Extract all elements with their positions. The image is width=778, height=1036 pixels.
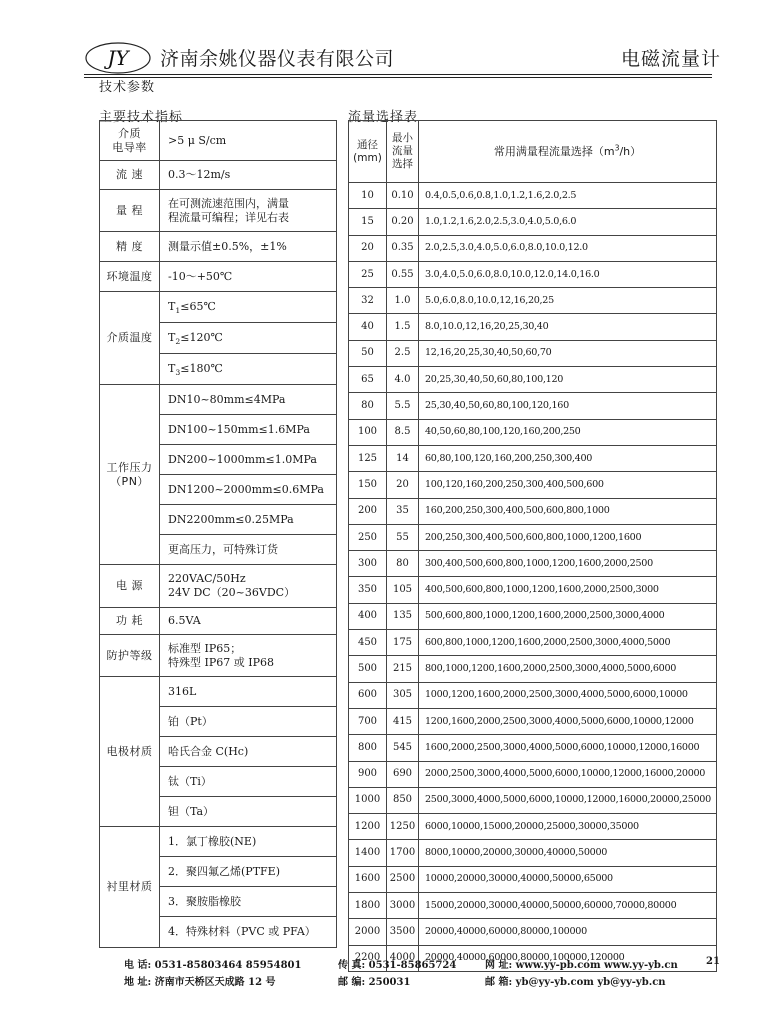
- cell-range: 25,30,40,50,60,80,100,120,160: [419, 393, 717, 419]
- flow-row: [349, 498, 717, 524]
- cell-range: 1000,1200,1600,2000,2500,3000,4000,5000,6000,10000: [419, 682, 717, 708]
- spec-value: DN1200~2000mm≤0.6MPa: [160, 475, 337, 505]
- spec-row-velocity: [100, 161, 337, 190]
- spec-value: DN2200mm≤0.25MPa: [160, 505, 337, 535]
- spec-row-range: [100, 190, 337, 232]
- spec-value: 更高压力，可特殊订货: [160, 535, 337, 565]
- cell-range: 200,250,300,400,500,600,800,1000,1200,1600: [419, 524, 717, 550]
- spec-value: 钛（Ti）: [160, 767, 337, 797]
- spec-label: 精 度: [100, 232, 160, 262]
- cell-dn: 80: [349, 393, 387, 419]
- cell-range: 0.4,0.5,0.6,0.8,1.0,1.2,1.6,2.0,2.5: [419, 183, 717, 209]
- cell-dn: 2200: [349, 945, 387, 971]
- cell-range: 600,800,1000,1200,1600,2000,2500,3000,4000,5000: [419, 630, 717, 656]
- cell-dn: 2000: [349, 919, 387, 945]
- product-name: 电磁流量计: [621, 48, 722, 70]
- footer-fax: 传 真: 0531-85865724: [338, 960, 457, 971]
- cell-dn: 25: [349, 261, 387, 287]
- spec-label: 衬里材质: [100, 827, 160, 948]
- cell-dn: 350: [349, 577, 387, 603]
- cell-dn: 900: [349, 761, 387, 787]
- flow-header-row: [349, 121, 717, 183]
- cell-dn: 125: [349, 445, 387, 471]
- spec-label: 流 速: [100, 161, 160, 190]
- cell-min-flow: 3500: [387, 919, 419, 945]
- flow-row: [349, 919, 717, 945]
- spec-table: [99, 120, 337, 948]
- flow-selection-table: [348, 120, 717, 972]
- cell-dn: 10: [349, 183, 387, 209]
- spec-row-ambient: [100, 262, 337, 292]
- cell-min-flow: 545: [387, 735, 419, 761]
- flow-row: [349, 866, 717, 892]
- cell-range: 2.0,2.5,3.0,4.0,5.0,6.0,8.0,10.0,12.0: [419, 235, 717, 261]
- cell-range: 2000,2500,3000,4000,5000,6000,10000,12000,16000,20000: [419, 761, 717, 787]
- flow-row: [349, 603, 717, 629]
- logo-text: JY: [107, 46, 129, 70]
- cell-min-flow: 80: [387, 551, 419, 577]
- cell-min-flow: 850: [387, 787, 419, 813]
- cell-min-flow: 0.55: [387, 261, 419, 287]
- cell-dn: 250: [349, 524, 387, 550]
- cell-dn: 600: [349, 682, 387, 708]
- spec-value: $T_2\le 120℃$: [160, 323, 337, 354]
- cell-min-flow: 215: [387, 656, 419, 682]
- footer-email: 邮 箱: yb@yy-yb.com yb@yy-yb.cn: [485, 977, 666, 988]
- spec-value: 标准型 IP65； 特殊型 IP67 或 IP68: [160, 635, 337, 677]
- flow-row: [349, 419, 717, 445]
- spec-value: 1．氯丁橡胶(NE): [160, 827, 337, 857]
- flow-row: [349, 787, 717, 813]
- spec-value: 2．聚四氟乙烯(PTFE): [160, 857, 337, 887]
- cell-min-flow: 14: [387, 445, 419, 471]
- cell-dn: 500: [349, 656, 387, 682]
- header-range: 常用满量程流量选择$(m^3/h)$: [419, 121, 717, 183]
- flow-table-body: [349, 183, 717, 972]
- cell-range: 10000,20000,30000,40000,50000,65000: [419, 866, 717, 892]
- flow-row: [349, 814, 717, 840]
- cell-min-flow: 1700: [387, 840, 419, 866]
- spec-row-medium-temp: [100, 292, 337, 323]
- flow-row: [349, 393, 717, 419]
- page-number: 21: [706, 956, 720, 967]
- cell-min-flow: 55: [387, 524, 419, 550]
- spec-row-conductivity: [100, 121, 337, 161]
- spec-row-power: [100, 565, 337, 608]
- cell-min-flow: 0.10: [387, 183, 419, 209]
- cell-range: 1.0,1.2,1.6,2.0,2.5,3.0,4.0,5.0,6.0: [419, 209, 717, 235]
- flow-row: [349, 761, 717, 787]
- flow-row: [349, 840, 717, 866]
- spec-value: DN100~150mm≤1.6MPa: [160, 415, 337, 445]
- cell-min-flow: 1.5: [387, 314, 419, 340]
- header-min-flow: 最小 流量 选择: [387, 121, 419, 183]
- company-name: 济南余姚仪器仪表有限公司: [160, 48, 395, 70]
- spec-value: 哈氏合金 C(Hc): [160, 737, 337, 767]
- cell-range: 400,500,600,800,1000,1200,1600,2000,2500,3000: [419, 577, 717, 603]
- spec-label: 防护等级: [100, 635, 160, 677]
- cell-dn: 700: [349, 708, 387, 734]
- spec-label: 环境温度: [100, 262, 160, 292]
- flow-row: [349, 708, 717, 734]
- cell-range: 5.0,6.0,8.0,10.0,12,16,20,25: [419, 288, 717, 314]
- cell-min-flow: 35: [387, 498, 419, 524]
- cell-dn: 1800: [349, 893, 387, 919]
- cell-min-flow: 415: [387, 708, 419, 734]
- spec-value: DN10~80mm≤4MPa: [160, 385, 337, 415]
- flow-row: [349, 367, 717, 393]
- spec-value: $T_1\le 65℃$: [160, 292, 337, 323]
- spec-value: $T_3\le 180℃$: [160, 354, 337, 385]
- spec-row-protection: [100, 635, 337, 677]
- spec-value: 316L: [160, 677, 337, 707]
- flow-row: [349, 682, 717, 708]
- cell-dn: 1400: [349, 840, 387, 866]
- spec-label: 功 耗: [100, 608, 160, 635]
- footer-website: 网 址: www.yy-pb.com www.yy-yb.cn: [485, 960, 678, 971]
- cell-min-flow: 175: [387, 630, 419, 656]
- cell-range: 100,120,160,200,250,300,400,500,600: [419, 472, 717, 498]
- spec-row-accuracy: [100, 232, 337, 262]
- flow-row: [349, 183, 717, 209]
- flow-row: [349, 340, 717, 366]
- cell-dn: 1200: [349, 814, 387, 840]
- cell-dn: 800: [349, 735, 387, 761]
- flow-row: [349, 524, 717, 550]
- cell-dn: 32: [349, 288, 387, 314]
- cell-range: 60,80,100,120,160,200,250,300,400: [419, 445, 717, 471]
- cell-min-flow: 0.35: [387, 235, 419, 261]
- spec-row-consumption: [100, 608, 337, 635]
- footer-phone: 电 话: 0531-85803464 85954801: [124, 960, 302, 971]
- flow-caption: 流量选择表: [348, 110, 419, 125]
- spec-value: 测量示值±0.5%，±1%: [160, 232, 337, 262]
- cell-range: 500,600,800,1000,1200,1600,2000,2500,3000,4000: [419, 603, 717, 629]
- flow-row: [349, 551, 717, 577]
- flow-row: [349, 735, 717, 761]
- cell-dn: 20: [349, 235, 387, 261]
- cell-range: 20,25,30,40,50,60,80,100,120: [419, 367, 717, 393]
- spec-label: 介质 电导率: [100, 121, 160, 161]
- cell-dn: 200: [349, 498, 387, 524]
- cell-dn: 450: [349, 630, 387, 656]
- header-rule-thin: [84, 77, 712, 78]
- spec-label: 工作压力 （PN）: [100, 385, 160, 565]
- flow-row: [349, 630, 717, 656]
- cell-min-flow: 8.5: [387, 419, 419, 445]
- flow-row: [349, 235, 717, 261]
- spec-value: 钽（Ta）: [160, 797, 337, 827]
- cell-range: 20000,40000,60000,80000,100000,120000: [419, 945, 717, 971]
- cell-min-flow: 690: [387, 761, 419, 787]
- spec-label: 介质温度: [100, 292, 160, 385]
- spec-value: 铂（Pt）: [160, 707, 337, 737]
- cell-min-flow: 1.0: [387, 288, 419, 314]
- cell-min-flow: 2500: [387, 866, 419, 892]
- cell-range: 300,400,500,600,800,1000,1200,1600,2000,2500: [419, 551, 717, 577]
- header-rule: [84, 74, 712, 75]
- cell-dn: 50: [349, 340, 387, 366]
- cell-min-flow: 305: [387, 682, 419, 708]
- cell-range: 1600,2000,2500,3000,4000,5000,6000,10000,12000,16000: [419, 735, 717, 761]
- cell-dn: 400: [349, 603, 387, 629]
- cell-min-flow: 135: [387, 603, 419, 629]
- flow-row: [349, 893, 717, 919]
- spec-value: DN200~1000mm≤1.0MPa: [160, 445, 337, 475]
- cell-range: 1200,1600,2000,2500,3000,4000,5000,6000,10000,12000: [419, 708, 717, 734]
- cell-range: 8000,10000,20000,30000,40000,50000: [419, 840, 717, 866]
- spec-value: 220VAC/50Hz 24V DC（20~36VDC）: [160, 565, 337, 608]
- cell-dn: 300: [349, 551, 387, 577]
- flow-row: [349, 577, 717, 603]
- cell-range: 8.0,10.0,12,16,20,25,30,40: [419, 314, 717, 340]
- cell-min-flow: 105: [387, 577, 419, 603]
- cell-dn: 65: [349, 367, 387, 393]
- spec-value: -10～+50℃: [160, 262, 337, 292]
- cell-dn: 40: [349, 314, 387, 340]
- flow-row: [349, 656, 717, 682]
- cell-dn: 15: [349, 209, 387, 235]
- flow-row: [349, 288, 717, 314]
- cell-range: 40,50,60,80,100,120,160,200,250: [419, 419, 717, 445]
- cell-min-flow: 5.5: [387, 393, 419, 419]
- cell-dn: 1000: [349, 787, 387, 813]
- spec-label: 电极材质: [100, 677, 160, 827]
- cell-range: 3.0,4.0,5.0,6.0,8.0,10.0,12.0,14.0,16.0: [419, 261, 717, 287]
- footer-postcode: 邮 编: 250031: [338, 977, 411, 988]
- spec-value: 4．特殊材料（PVC 或 PFA）: [160, 917, 337, 948]
- cell-min-flow: 0.20: [387, 209, 419, 235]
- cell-min-flow: 4000: [387, 945, 419, 971]
- spec-label: 量 程: [100, 190, 160, 232]
- flow-row: [349, 445, 717, 471]
- spec-value: 3．聚胺脂橡胶: [160, 887, 337, 917]
- cell-range: 12,16,20,25,30,40,50,60,70: [419, 340, 717, 366]
- spec-value: 0.3～12m/s: [160, 161, 337, 190]
- spec-value: 6.5VA: [160, 608, 337, 635]
- spec-value: 在可测流速范围内，满量 程流量可编程；详见右表: [160, 190, 337, 232]
- cell-dn: 150: [349, 472, 387, 498]
- cell-min-flow: 20: [387, 472, 419, 498]
- flow-row: [349, 472, 717, 498]
- spec-row-electrode: [100, 677, 337, 707]
- header-dn: 通径 (mm): [349, 121, 387, 183]
- cell-min-flow: 3000: [387, 893, 419, 919]
- cell-min-flow: 2.5: [387, 340, 419, 366]
- flow-row: [349, 209, 717, 235]
- spec-value: >5 μ S/cm: [160, 121, 337, 161]
- cell-min-flow: 4.0: [387, 367, 419, 393]
- cell-dn: 100: [349, 419, 387, 445]
- cell-range: 20000,40000,60000,80000,100000: [419, 919, 717, 945]
- section-title: 技术参数: [99, 80, 156, 95]
- flow-row: [349, 261, 717, 287]
- spec-label: 电 源: [100, 565, 160, 608]
- cell-min-flow: 1250: [387, 814, 419, 840]
- flow-row: [349, 314, 717, 340]
- spec-row-pressure: [100, 385, 337, 415]
- cell-range: 15000,20000,30000,40000,50000,60000,70000,80000: [419, 893, 717, 919]
- spec-caption: 主要技术指标: [99, 110, 184, 125]
- cell-range: 800,1000,1200,1600,2000,2500,3000,4000,5000,6000: [419, 656, 717, 682]
- cell-dn: 1600: [349, 866, 387, 892]
- company-logo: [84, 40, 152, 76]
- cell-range: 2500,3000,4000,5000,6000,10000,12000,16000,20000,25000: [419, 787, 717, 813]
- footer-address: 地 址: 济南市天桥区天成路 12 号: [124, 977, 276, 988]
- cell-range: 6000,10000,15000,20000,25000,30000,35000: [419, 814, 717, 840]
- spec-row-lining: [100, 827, 337, 857]
- cell-range: 160,200,250,300,400,500,600,800,1000: [419, 498, 717, 524]
